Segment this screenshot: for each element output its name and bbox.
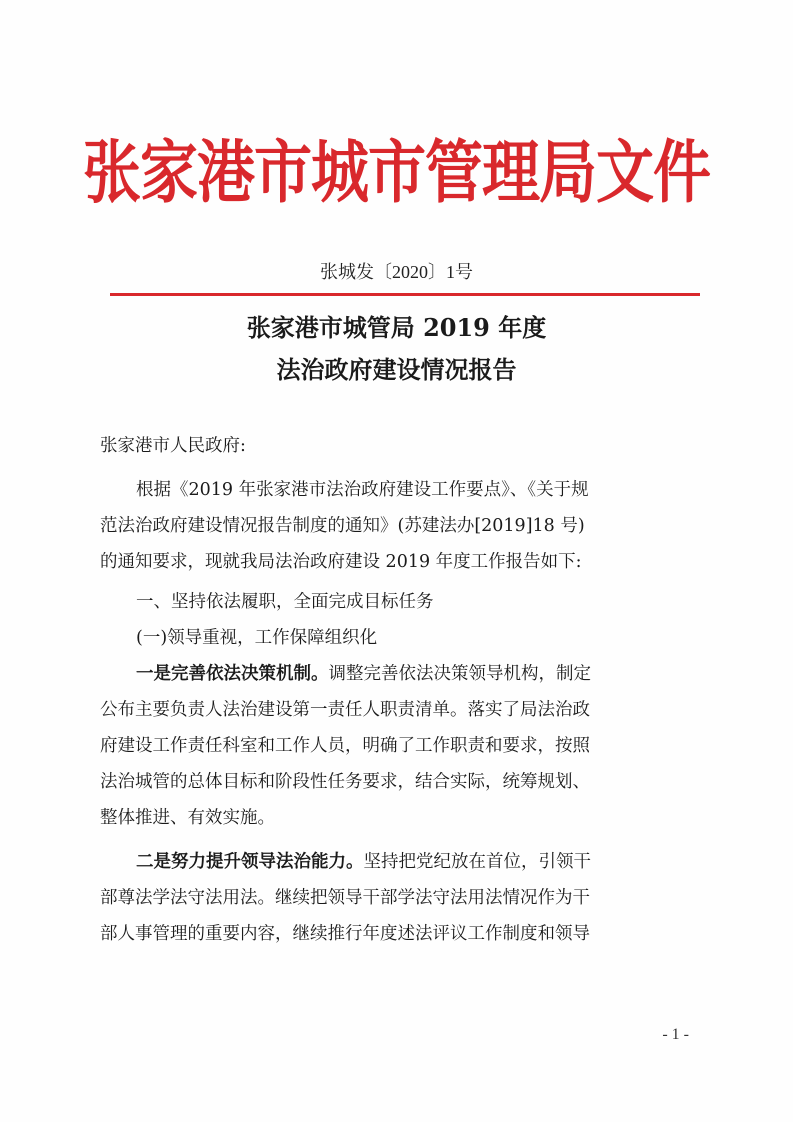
paragraph-2-lead: 二是努力提升领导法治能力。 [136, 852, 364, 872]
section-heading-1: 一、坚持依法履职，全面完成目标任务 [136, 592, 434, 612]
intro-line-2: 范法治政府建设情况报告制度的通知》(苏建法办[2019]18 号) [100, 516, 585, 536]
intro-line-1: 根据《2019 年张家港市法治政府建设工作要点》、《关于规 [136, 480, 589, 500]
paragraph-2-line-2: 部尊法学法守法用法。继续把领导干部学法守法用法情况作为干 [100, 888, 590, 908]
red-divider [110, 293, 700, 296]
report-title-line-2: 法治政府建设情况报告 [276, 355, 517, 384]
paragraph-2-first-line: 坚持把党纪放在首位，引领干 [363, 852, 591, 872]
paragraph-1-line-5: 整体推进、有效实施。 [100, 808, 275, 828]
paragraph-1-first-line: 调整完善依法决策领导机构，制定 [328, 664, 591, 684]
masthead-title: 张家港市城市管理局文件 [82, 132, 710, 213]
page-number: - 1 - [662, 1026, 689, 1043]
paragraph-2-line-3: 部人事管理的重要内容，继续推行年度述法评议工作制度和领导 [100, 924, 590, 944]
paragraph-1-line-4: 法治城管的总体目标和阶段性任务要求，结合实际，统筹规划、 [100, 772, 590, 792]
salutation: 张家港市人民政府: [100, 436, 246, 456]
report-title-line-1: 张家港市城管局 2019 年度 [246, 313, 547, 342]
subsection-heading-1: (一)领导重视，工作保障组织化 [136, 628, 378, 648]
document-number: 张城发〔2020〕1号 [320, 262, 473, 282]
paragraph-1-lead: 一是完善依法决策机制。 [136, 664, 329, 684]
paragraph-1-line-3: 府建设工作责任科室和工作人员，明确了工作职责和要求，按照 [100, 736, 590, 756]
paragraph-1-line-1 [100, 656, 698, 692]
paragraph-1-line-2: 公布主要负责人法治建设第一责任人职责清单。落实了局法治政 [100, 700, 590, 720]
intro-line-3: 的通知要求，现就我局法治政府建设 2019 年度工作报告如下: [100, 552, 582, 572]
paragraph-2-line-1 [100, 844, 698, 880]
